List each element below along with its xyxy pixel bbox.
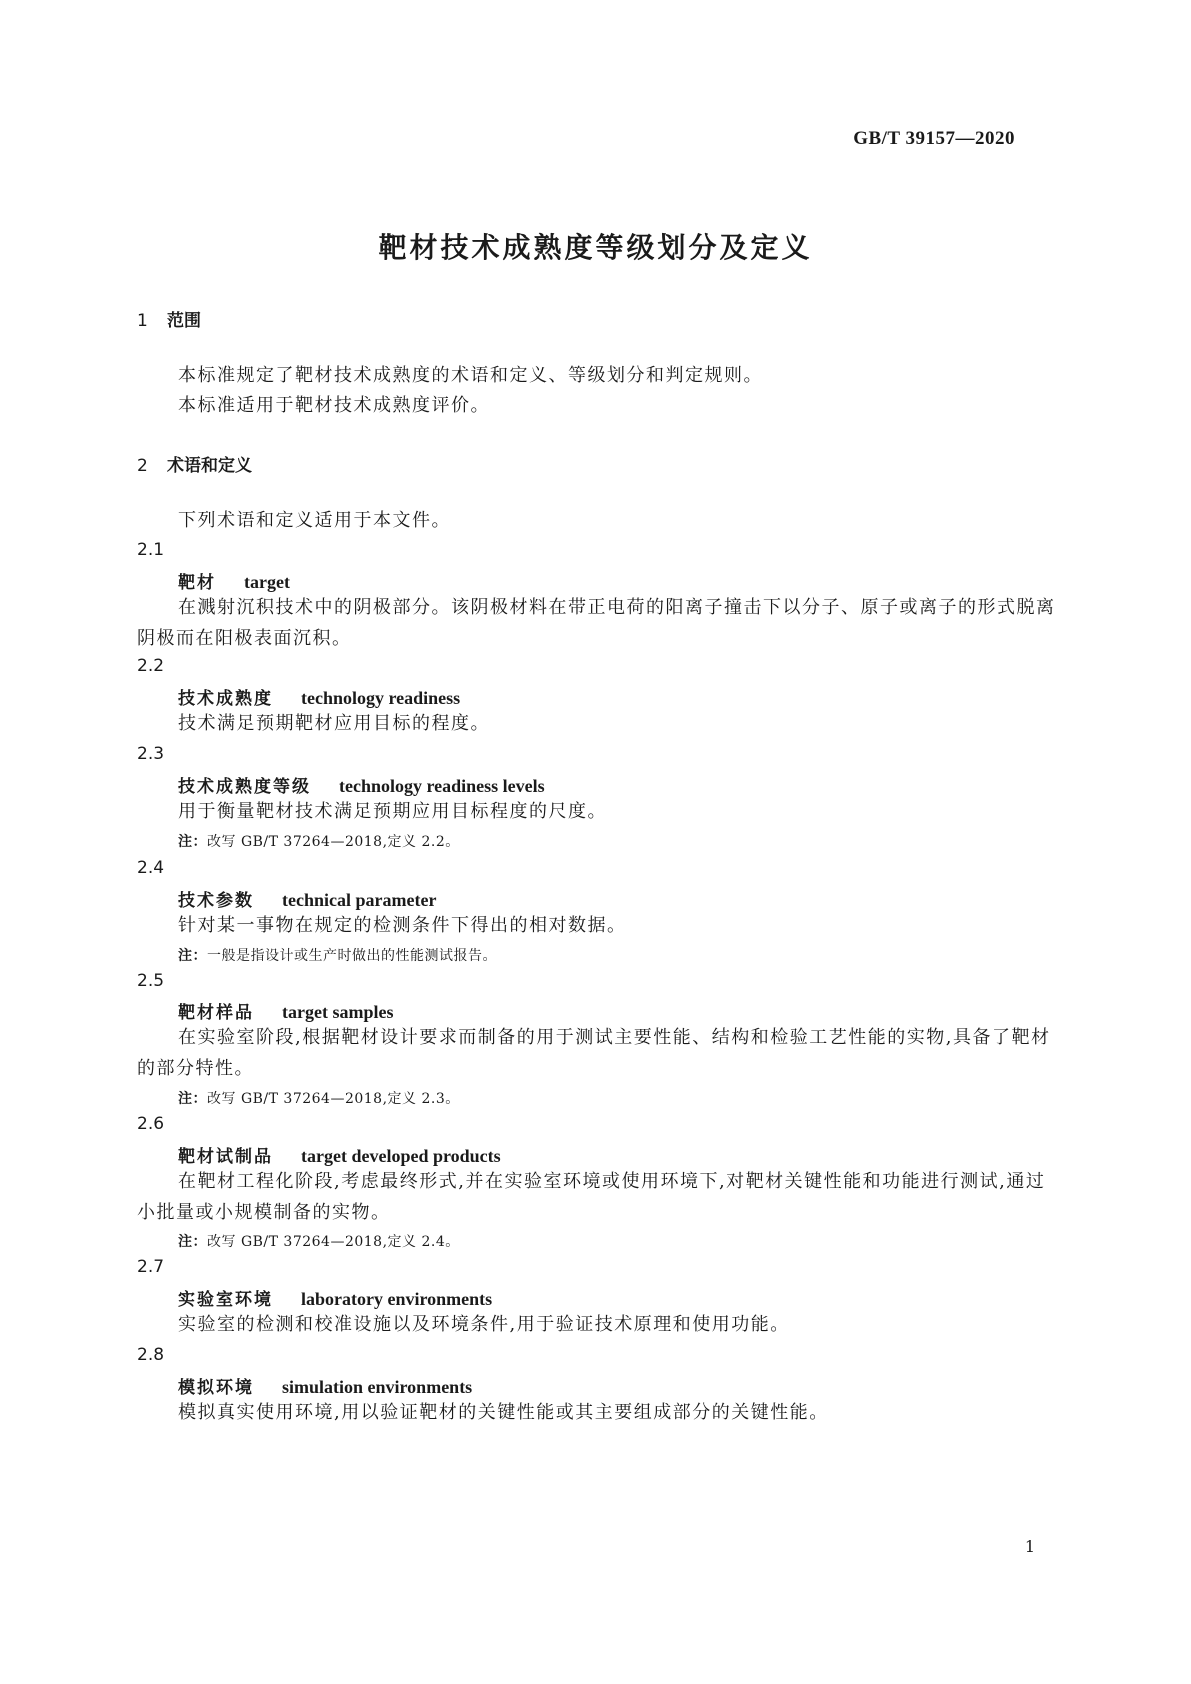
term-number: 2.6	[137, 1114, 165, 1134]
term-heading	[178, 684, 460, 709]
section-1-heading	[137, 306, 201, 331]
term-name-zh: 技术参数	[178, 891, 254, 911]
term-number: 2.1	[137, 540, 165, 560]
note-text: 改写 GB/T 37264—2018,定义 2.2。	[207, 834, 460, 850]
note-label: 注：	[178, 948, 207, 964]
term-note	[178, 945, 497, 965]
document-title: 靶材技术成熟度等级划分及定义	[378, 231, 813, 264]
section-1-title: 范围	[167, 311, 201, 331]
term-name-zh: 技术成熟度等级	[178, 777, 311, 797]
note-label: 注：	[178, 834, 207, 850]
term-definition: 实验室的检测和校准设施以及环境条件,用于验证技术原理和使用功能。	[178, 1314, 790, 1335]
term-name-en: simulation environments	[282, 1377, 473, 1397]
note-label: 注：	[178, 1091, 207, 1107]
term-name-en: technology readiness levels	[339, 776, 545, 796]
section-2-heading	[137, 451, 252, 476]
section-2-intro: 下列术语和定义适用于本文件。	[178, 510, 451, 531]
term-heading	[178, 568, 290, 593]
term-name-zh: 技术成熟度	[178, 689, 273, 709]
term-number: 2.5	[137, 971, 165, 991]
term-definition: 用于衡量靶材技术满足预期应用目标程度的尺度。	[178, 801, 607, 822]
term-name-zh: 实验室环境	[178, 1290, 273, 1310]
term-name-zh: 模拟环境	[178, 1378, 254, 1398]
term-name-en: target	[244, 572, 290, 592]
term-heading	[178, 1373, 472, 1398]
term-definition: 在靶材工程化阶段,考虑最终形式,并在实验室环境或使用环境下,对靶材关键性能和功能进行测试,通过小批量或小规模制备的实物。	[137, 1171, 1046, 1223]
term-heading	[178, 772, 545, 797]
note-label: 注：	[178, 1234, 207, 1250]
term-name-en: target developed products	[301, 1146, 501, 1166]
section-1-paragraph: 本标准规定了靶材技术成熟度的术语和定义、等级划分和判定规则。	[178, 365, 763, 386]
section-1-number: 1	[137, 311, 148, 331]
section-2-title: 术语和定义	[167, 456, 252, 476]
term-definition: 模拟真实使用环境,用以验证靶材的关键性能或其主要组成部分的关键性能。	[178, 1402, 829, 1423]
term-number: 2.3	[137, 744, 165, 764]
term-name-en: technical parameter	[282, 890, 437, 910]
note-text: 改写 GB/T 37264—2018,定义 2.3。	[207, 1091, 460, 1107]
term-definition: 在实验室阶段,根据靶材设计要求而制备的用于测试主要性能、结构和检验工艺性能的实物,具备了靶材的部分特性。	[137, 1027, 1051, 1079]
term-definition: 在溅射沉积技术中的阴极部分。该阴极材料在带正电荷的阳离子撞击下以分子、原子或离子的形式脱离阴极而在阳极表面沉积。	[137, 597, 1056, 649]
term-name-en: technology readiness	[301, 688, 461, 708]
section-1-paragraph: 本标准适用于靶材技术成熟度评价。	[178, 395, 490, 416]
term-name-en: target samples	[282, 1002, 394, 1022]
term-number: 2.7	[137, 1257, 165, 1277]
section-2-number: 2	[137, 456, 148, 476]
term-heading	[178, 1285, 492, 1310]
term-heading	[178, 1142, 501, 1167]
note-text: 一般是指设计或生产时做出的性能测试报告。	[207, 948, 497, 964]
term-note	[178, 1231, 460, 1251]
term-name-zh: 靶材试制品	[178, 1147, 273, 1167]
term-name-zh: 靶材样品	[178, 1003, 254, 1023]
term-definition: 技术满足预期靶材应用目标的程度。	[178, 713, 490, 734]
page-number: 1	[1024, 1537, 1035, 1556]
term-heading	[178, 998, 393, 1023]
term-number: 2.8	[137, 1345, 165, 1365]
term-number: 2.4	[137, 858, 165, 878]
term-number: 2.2	[137, 656, 165, 676]
standard-code: GB/T 39157—2020	[853, 128, 1015, 149]
term-name-zh: 靶材	[178, 573, 216, 593]
term-note	[178, 1088, 460, 1108]
term-heading	[178, 886, 436, 911]
term-note	[178, 831, 460, 851]
note-text: 改写 GB/T 37264—2018,定义 2.4。	[207, 1234, 460, 1250]
term-name-en: laboratory environments	[301, 1289, 493, 1309]
term-definition: 针对某一事物在规定的检测条件下得出的相对数据。	[178, 915, 627, 936]
